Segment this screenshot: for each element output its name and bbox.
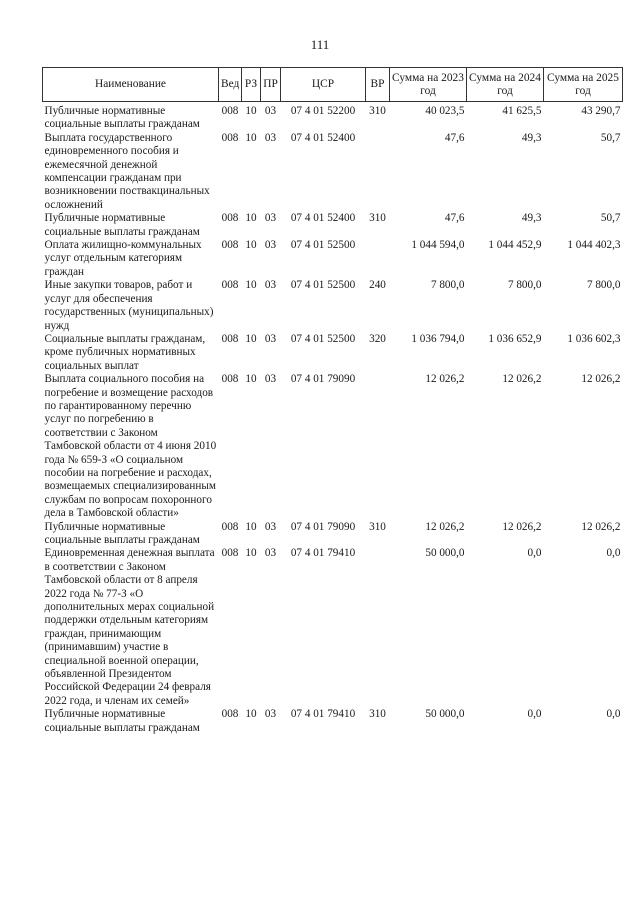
header-vr: ВР [366,68,390,102]
cell-vr: 240 [369,279,386,292]
cell-csr: 07 4 01 52400 [290,131,356,144]
cell-vr: 320 [369,332,386,345]
cell-pr: 03 [264,332,277,345]
cell-sum-2025: 1 036 602,3 [567,332,621,345]
cell-sum-2023: 40 023,5 [425,105,465,117]
cell-ved: 008 [221,239,239,252]
cell-csr: 07 4 01 79090 [290,520,356,533]
budget-table [42,67,623,735]
cell-name: Публичные нормативные социальные выплаты гражданам [44,708,200,734]
cell-ved: 008 [221,212,239,225]
cell-vr [366,132,390,212]
cell-ved: 008 [221,520,239,533]
cell-pr: 03 [264,239,277,252]
page-number: 111 [310,37,330,52]
cell-name: Социальные выплаты гражданам, кроме публичных нормативных социальных выплат [44,332,206,372]
cell-sum-2025: 50,7 [600,212,621,225]
cell-sum-2023: 50 000,0 [425,547,465,560]
cell-name: Оплата жилищно-коммунальных услуг отдельным категориям граждан [44,239,202,278]
cell-ved: 008 [221,279,239,292]
cell-pr: 03 [264,131,277,144]
cell-csr: 07 4 01 52500 [290,332,356,345]
cell-vr [366,239,390,279]
cell-ved: 008 [221,708,239,721]
cell-pr: 03 [264,105,277,117]
cell-rz: 10 [245,105,257,117]
header-name: Наименование [43,68,219,102]
cell-sum-2024: 0,0 [527,547,542,560]
cell-ved: 008 [221,131,239,144]
cell-pr: 03 [264,547,277,560]
header-rz: РЗ [242,68,261,102]
cell-pr: 03 [264,373,277,386]
cell-sum-2024: 1 036 652,9 [488,332,542,345]
table-row [43,132,623,212]
cell-rz: 10 [245,239,257,252]
cell-sum-2024: 1 044 452,9 [488,239,542,252]
cell-vr: 310 [369,212,386,225]
cell-rz: 10 [245,373,257,386]
cell-name: Иные закупки товаров, работ и услуг для обеспечения государственных (муниципальных) нужд [44,279,214,332]
table-body [43,102,623,736]
cell-sum-2023: 12 026,2 [425,520,465,533]
cell-ved: 008 [221,547,239,560]
cell-sum-2024: 49,3 [521,131,542,144]
cell-csr: 07 4 01 52400 [290,212,356,225]
cell-rz: 10 [245,547,257,560]
cell-sum-2023: 12 026,2 [425,373,465,386]
cell-sum-2024: 49,3 [521,212,542,225]
cell-name: Выплата социального пособия на погребение и возмещение расходов по гарантированному перечню услуг по погребению в соответствии с Законом Тамбовской области от 4 июня 2010 года № 659-З «О социальном пособии на погребение и расходах, возмещаемых специализированным службам по вопросам похоронного дела в Тамбовской области» [44,373,217,520]
table-row [43,708,623,735]
header-pr: ПР [261,68,281,102]
cell-sum-2025: 0,0 [606,708,621,721]
cell-vr: 310 [369,520,386,533]
cell-pr: 03 [264,279,277,292]
cell-rz: 10 [245,212,257,225]
cell-sum-2025: 1 044 402,3 [567,239,621,252]
cell-name: Публичные нормативные социальные выплаты гражданам [44,105,200,131]
cell-sum-2023: 1 044 594,0 [411,239,465,252]
cell-name: Выплата государственного единовременного пособия и ежемесячной денежной компенсации гражданам при возникновении поствакцинальных осложнений [44,131,210,211]
cell-sum-2025: 0,0 [606,547,621,560]
cell-sum-2024: 41 625,5 [502,105,542,117]
table-header [43,68,623,102]
cell-sum-2024: 7 800,0 [507,279,542,292]
cell-sum-2023: 1 036 794,0 [411,332,465,345]
cell-sum-2025: 12 026,2 [581,373,621,386]
cell-sum-2023: 47,6 [444,131,465,144]
cell-rz: 10 [245,520,257,533]
table-row [43,212,623,239]
cell-csr: 07 4 01 52200 [290,105,356,117]
cell-sum-2025: 7 800,0 [586,279,621,292]
cell-rz: 10 [245,131,257,144]
cell-sum-2023: 7 800,0 [430,279,465,292]
cell-ved: 008 [221,332,239,345]
cell-sum-2023: 47,6 [444,212,465,225]
cell-sum-2023: 50 000,0 [425,708,465,721]
cell-sum-2024: 12 026,2 [502,520,542,533]
cell-sum-2025: 43 290,7 [581,105,621,117]
header-sum-2024: Сумма на 2024 год [467,68,544,102]
cell-sum-2025: 50,7 [600,131,621,144]
table-row [43,333,623,373]
table-row [43,279,623,333]
header-sum-2025: Сумма на 2025 год [544,68,623,102]
cell-name: Публичные нормативные социальные выплаты гражданам [44,212,200,238]
cell-name: Единовременная денежная выплата в соответствии с Законом Тамбовской области от 8 апреля 2022 года № 77-З «О дополнительных мерах социальной поддержки отдельным категориям граждан, принимающим (принимавшим) участие в специальной военной операции, объявленной Президентом Российской Федерации 24 февраля 2022 года, и членам их семей» [44,547,215,707]
cell-ved: 008 [221,373,239,386]
cell-pr: 03 [264,520,277,533]
cell-csr: 07 4 01 79410 [290,547,356,560]
table-row [43,547,623,708]
cell-sum-2024: 12 026,2 [502,373,542,386]
cell-rz: 10 [245,279,257,292]
cell-vr: 310 [369,105,386,117]
cell-rz: 10 [245,708,257,721]
cell-vr [366,373,390,520]
cell-pr: 03 [264,708,277,721]
cell-sum-2024: 0,0 [527,708,542,721]
table-row [43,239,623,279]
table-row [43,373,623,520]
header-ved: Вед [219,68,242,102]
cell-vr [366,547,390,708]
cell-sum-2025: 12 026,2 [581,520,621,533]
header-csr: ЦСР [281,68,366,102]
cell-csr: 07 4 01 79090 [290,373,356,386]
cell-name: Публичные нормативные социальные выплаты гражданам [44,520,200,546]
cell-rz: 10 [245,332,257,345]
cell-pr: 03 [264,212,277,225]
cell-ved: 008 [221,105,239,117]
table-row [43,102,623,132]
header-sum-2023: Сумма на 2023 год [390,68,467,102]
cell-csr: 07 4 01 52500 [290,239,356,252]
cell-csr: 07 4 01 79410 [290,708,356,721]
table-row [43,521,623,548]
cell-vr: 310 [369,708,386,721]
cell-csr: 07 4 01 52500 [290,279,356,292]
